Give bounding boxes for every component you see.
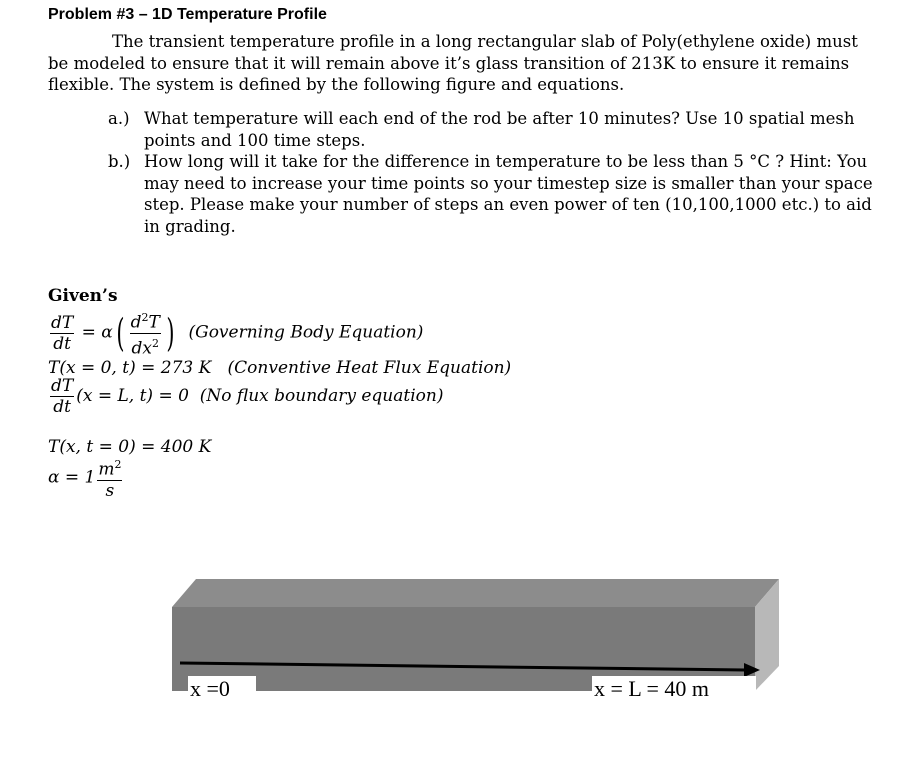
label-x-zero: x =0 bbox=[190, 676, 230, 701]
m2s-fraction: $\frac{m^2}{s}$ bbox=[97, 455, 122, 501]
given-heading: Given’s bbox=[48, 286, 118, 306]
governing-equation: $\frac{dT}{dt}$ = α( $\frac{d^2T}{dx^2}$ ) (Governing Body Equation) bbox=[48, 308, 423, 358]
problem-title: Problem #3 – 1D Temperature Profile bbox=[48, 6, 327, 23]
intro-paragraph: The transient temperature profile in a long rectangular slab of Poly(ethylene oxide) must be modeled to ensure that it will remain above it’s glass transition of 213K to ensure it remains flexible. The system is defined by the following figure and equations. bbox=[48, 32, 858, 94]
question-b-label: b.) bbox=[108, 152, 131, 171]
dTdt-fraction-2: $\frac{dT}{dt}$ bbox=[51, 376, 74, 417]
governing-note: (Governing Body Equation) bbox=[188, 322, 424, 343]
bc2-note: (No flux boundary equation) bbox=[199, 386, 444, 406]
ic-equation: T(x, t = 0) = 400 K bbox=[48, 437, 212, 457]
bc1-note: (Conventive Heat Flux Equation) bbox=[227, 358, 512, 378]
question-a-text: What temperature will each end of the rod be after 10 minutes? Use 10 spatial mesh points and 100 time steps. bbox=[144, 109, 855, 150]
alpha-lhs: α = 1 bbox=[48, 467, 96, 488]
slab-top-face bbox=[172, 579, 779, 607]
label-x-L: x = L = 40 m bbox=[594, 676, 710, 701]
d2Tdx2-fraction: $\frac{d^2T}{dx^2}$ bbox=[130, 308, 161, 358]
bc2-equation: (x = L, t) = 0 bbox=[76, 386, 189, 406]
question-a-label: a.) bbox=[108, 109, 130, 128]
bc1-equation: T(x = 0, t) = 273 K bbox=[48, 358, 212, 378]
question-b-text: How long will it take for the difference in temperature to be less than 5 °C ? Hint: You may need to increase your time points so your timestep size is smaller than your space step. Please make your number of steps an even power of ten (10,100,1000 etc.) to aid in grading. bbox=[144, 152, 873, 236]
dTdt-fraction: $\frac{dT}{dt}$ bbox=[51, 312, 74, 354]
